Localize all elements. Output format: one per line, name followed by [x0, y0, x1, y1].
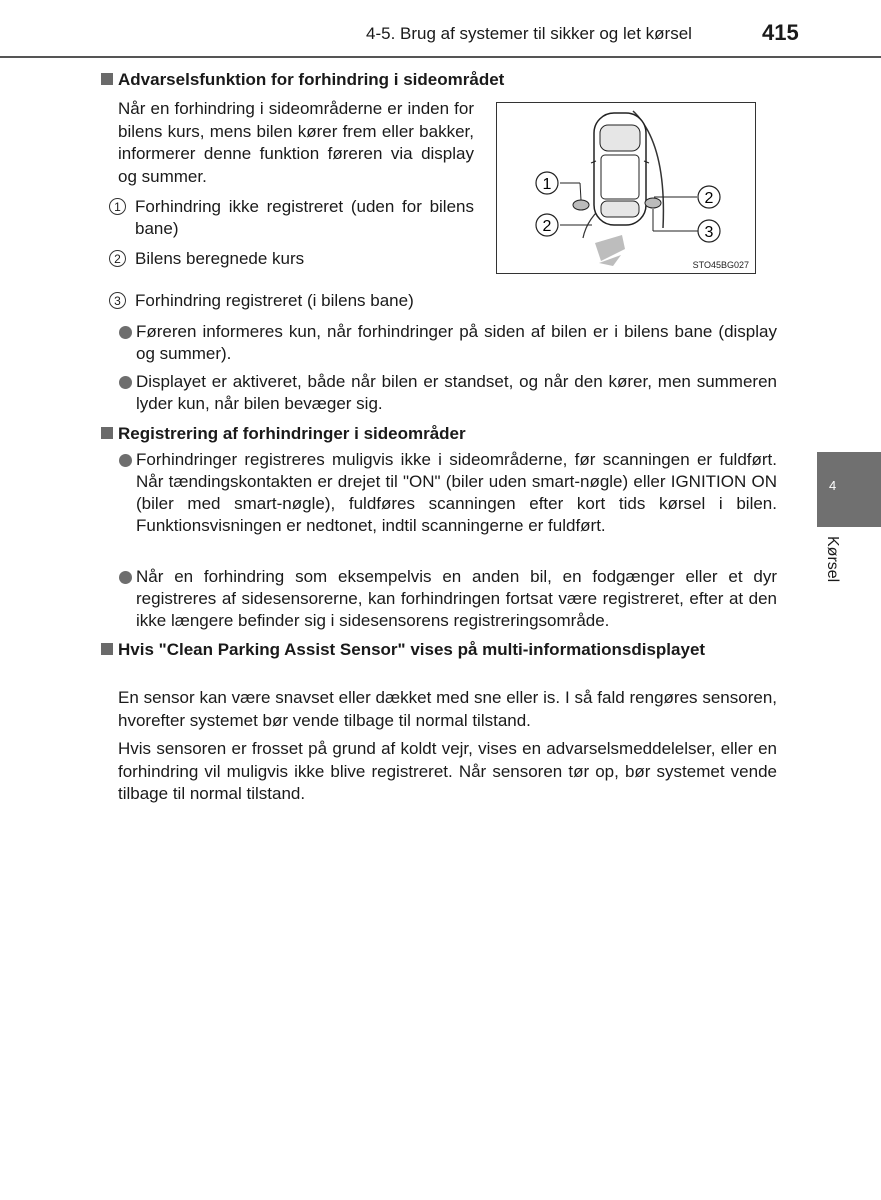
item-text: Bilens beregnede kurs [135, 249, 305, 268]
car-top-view-icon [497, 103, 755, 273]
header-rule [0, 56, 881, 58]
circled-number: 1 [109, 198, 126, 215]
callout-label: 1 [542, 176, 552, 193]
bullet-icon [119, 326, 132, 339]
heading-square-icon [101, 73, 113, 85]
heading-text: Advarselsfunktion for forhindring i sideområdet [118, 70, 505, 89]
heading-text: Registrering af forhindringer i sideområder [118, 424, 466, 443]
item-text: Forhindring ikke registreret (uden for bilens bane) [135, 197, 474, 238]
bullet-text: Føreren informeres kun, når forhindringer på siden af bilen er i bilens bane (display og summer). [136, 322, 777, 363]
heading-square-icon [101, 643, 113, 655]
bullet-item [136, 566, 777, 632]
bullet-icon [119, 571, 132, 584]
heading-square-icon [101, 427, 113, 439]
bullet-text: Forhindringer registreres muligvis ikke i sideområderne, før scanningen er fuldført. Når tændingskontakten er drejet til "ON" (biler uden smart-nøgle) eller IGNITION ON (biler med smart-nøgle), fuldføres scanningen efter kort tids kørsel i bilen. Funktionsvisningen er nedtonet, indtil scanningerne er fuldført. [136, 450, 777, 535]
callout-label: 2 [542, 218, 552, 235]
chapter-tab[interactable] [817, 452, 881, 527]
circled-number: 2 [109, 250, 126, 267]
chapter-number: 4 [829, 478, 837, 493]
bullet-item [136, 321, 777, 365]
header-section-title: 4-5. Brug af systemer til sikker og let kørsel [366, 24, 692, 43]
paragraph: En sensor kan være snavset eller dækket med sne eller is. I så fald rengøres sensoren, hvorefter systemet bør vende tilbage til normal tilstand. [118, 688, 777, 730]
figure-code: STO45BG027 [692, 260, 749, 270]
paragraph: Hvis sensoren er frosset på grund af koldt vejr, vises en advarselsmeddelelser, eller en forhindring vil muligvis ikke blive registreret. Når sensoren tør op, bør systemet vende tilbage til normal tilstand. [118, 739, 777, 803]
section-heading-registration [101, 422, 466, 445]
bullet-text: Når en forhindring som eksempelvis en anden bil, en fodgænger eller et dyr registreres af sidesensorerne, kan forhindringen fortsat være registreret, efter at den ikke længere befinder sig i sidesensorens registreringsområde. [136, 567, 777, 630]
section-heading-clean-sensor [101, 638, 778, 661]
circled-number: 3 [109, 292, 126, 309]
section-heading-side-warning [101, 68, 504, 91]
bullet-icon [119, 454, 132, 467]
item-text: Forhindring registreret (i bilens bane) [135, 291, 414, 310]
bullet-item [136, 449, 777, 537]
bullet-icon [119, 376, 132, 389]
page-number: 415 [762, 20, 799, 45]
bullet-item [136, 371, 777, 415]
car-sensor-illustration [496, 102, 756, 274]
callout-label: 3 [704, 224, 714, 241]
heading-text: Hvis "Clean Parking Assist Sensor" vises på multi-informationsdisplayet [118, 640, 706, 659]
bullet-text: Displayet er aktiveret, både når bilen er standset, og når den kører, men summeren lyder kun, når bilen bevæger sig. [136, 372, 777, 413]
callout-label: 2 [704, 190, 714, 207]
intro-paragraph: Når en forhindring i sideområderne er inden for bilens kurs, mens bilen kører frem eller bakker, informerer denne funktion føreren via display og summer. [118, 99, 474, 186]
chapter-label: Kørsel [824, 536, 841, 583]
